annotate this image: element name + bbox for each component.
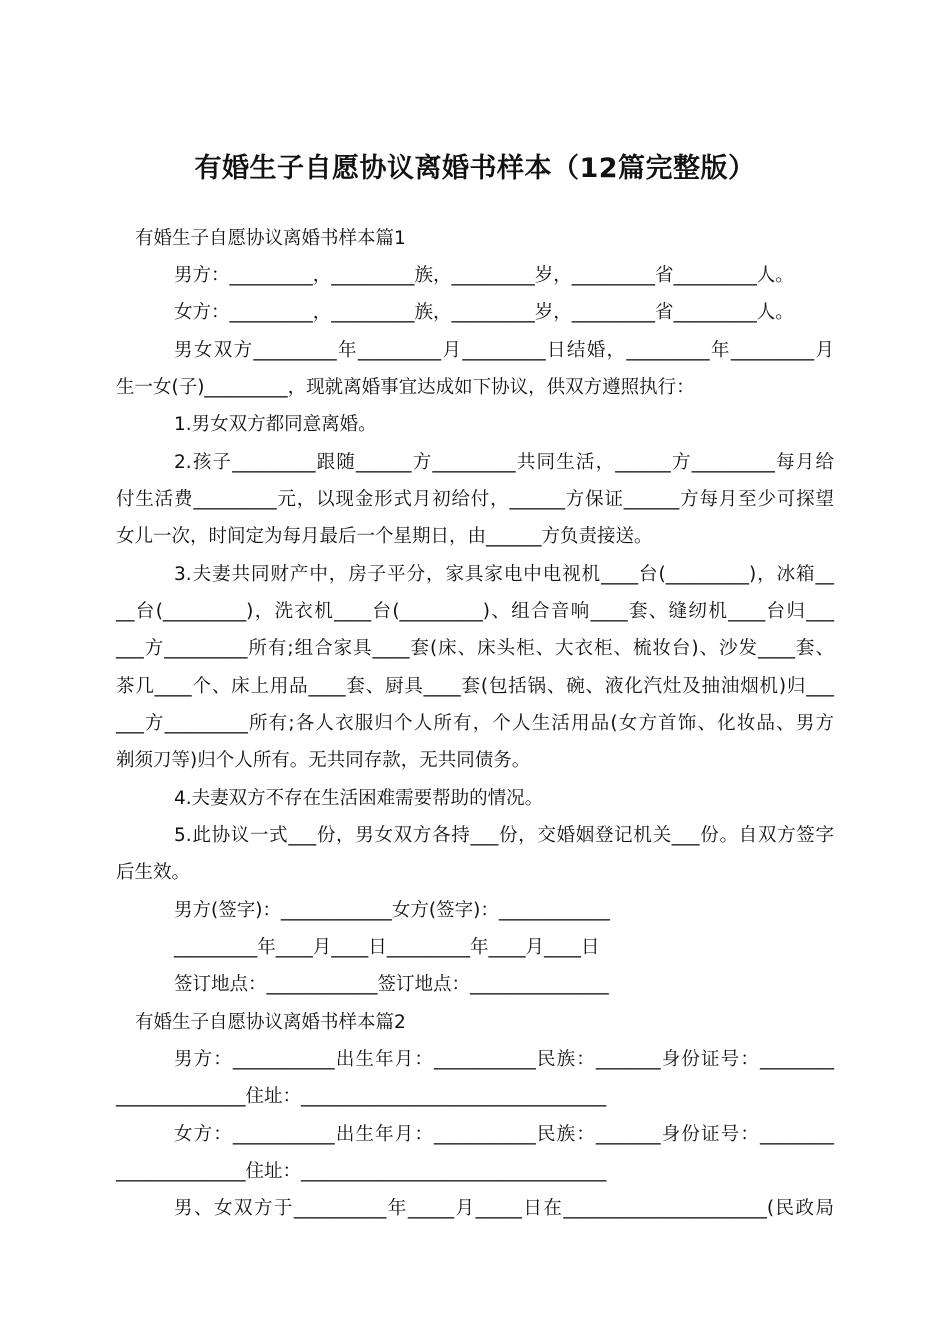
paragraph-line: 5.此协议一式___份，男女双方各持___份，交婚姻登记机关___份。自双方签字	[174, 825, 834, 846]
paragraph-line: 女儿一次，时间定为每月最后一个星期日，由______方负责接送。	[116, 526, 653, 547]
date-line: _________年____月____日_________年____月____日	[174, 937, 600, 958]
signature-line: 男方(签字)：____________女方(签字)：____________	[174, 900, 610, 921]
paragraph-line: 男方：___________出生年月：___________民族：_______身份证号：________	[174, 1049, 834, 1070]
paragraph-line: 茶几____个、床上用品____套、厨具____套(包括锅、碗、液化汽灶及抽油烟机)归___	[116, 676, 834, 697]
paragraph-line: 2.孩子_________跟随______方_________共同生活，______方_________每月给	[174, 452, 834, 473]
section-heading-2: 有婚生子自愿协议离婚书样本篇2	[135, 1012, 406, 1033]
paragraph-line: 男女双方_________年_________月_________日结婚，_________年_________月	[174, 340, 834, 361]
paragraph-line: ___方_________所有;组合家具____套(床、床头柜、大衣柜、梳妆台)、沙发____套、	[116, 638, 834, 659]
paragraph-line: 付生活费_________元，以现金形式月初给付，______方保证______方每月至少可探望	[116, 489, 834, 510]
paragraph-line: 女方：_________，_________族，_________岁，_________省_________人。	[174, 302, 794, 323]
paragraph-line: 男、女双方于__________年_____月_____日在______________________(民政局	[174, 1198, 834, 1219]
paragraph-line: ______________住址：_________________________________	[116, 1161, 607, 1182]
paragraph-line: ___方_________所有;各人衣服归个人所有，个人生活用品(女方首饰、化妆品、男方	[116, 713, 834, 734]
section-heading-1: 有婚生子自愿协议离婚书样本篇1	[135, 228, 406, 249]
paragraph-line: 4.夫妻双方不存在生活困难需要帮助的情况。	[174, 788, 544, 809]
paragraph-line: ______________住址：_________________________________	[116, 1086, 607, 1107]
paragraph-line: 男方：_________，_________族，_________岁，_________省_________人。	[174, 265, 794, 286]
paragraph-line: __台(_________)，洗衣机____台(_________)、组合音响____套、缝纫机____台归___	[116, 601, 834, 622]
paragraph-line: 女方：___________出生年月：___________民族：_______身份证号：________	[174, 1124, 834, 1145]
paragraph-line: 后生效。	[116, 862, 191, 883]
paragraph-line: 1.男女双方都同意离婚。	[174, 414, 377, 435]
paragraph-line: 生一女(子)_________，现就离婚事宜达成如下协议，供双方遵照执行：	[116, 377, 695, 398]
document-title: 有婚生子自愿协议离婚书样本（12篇完整版）	[194, 153, 756, 185]
paragraph-line: 剃须刀等)归个人所有。无共同存款，无共同债务。	[116, 750, 531, 771]
location-line: 签订地点：____________签订地点：_______________	[174, 974, 609, 995]
paragraph-line: 3.夫妻共同财产中，房子平分，家具家电中电视机____台(_________)，冰箱__	[174, 564, 834, 585]
